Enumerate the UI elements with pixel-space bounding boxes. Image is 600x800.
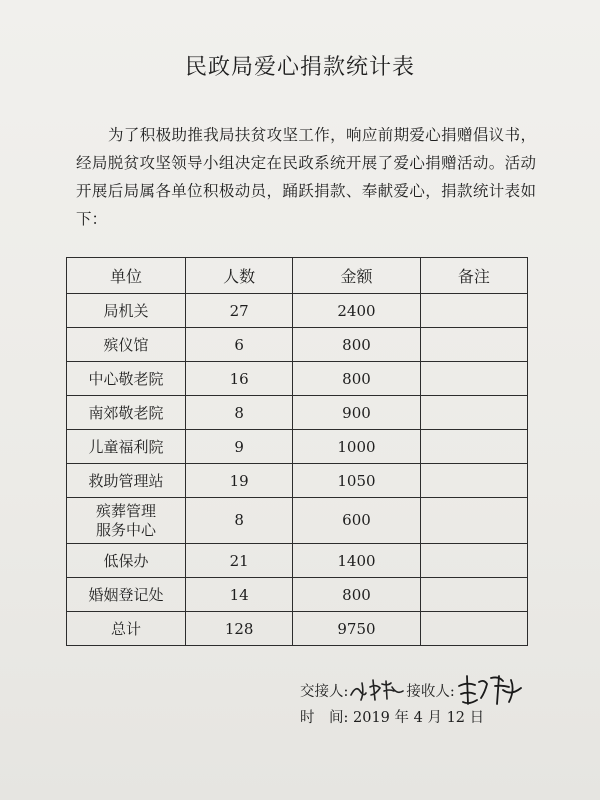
table-row	[67, 578, 528, 612]
cell-note	[420, 544, 527, 578]
header-note: 备注	[420, 258, 527, 294]
header-unit: 单位	[67, 258, 186, 294]
cell-amount: 1000	[293, 430, 420, 464]
cell-amount: 1050	[293, 464, 420, 498]
cell-unit: 殡葬管理 服务中心	[67, 498, 186, 544]
date-value: 2019 年 4 月 12 日	[353, 710, 485, 726]
cell-amount: 600	[293, 498, 420, 544]
cell-count: 19	[186, 464, 293, 498]
cell-amount: 800	[293, 578, 420, 612]
intro-paragraph: 为了积极助推我局扶贫攻坚工作，响应前期爱心捐赠倡议书，经局脱贫攻坚领导小组决定在民政系统开展了爱心捐赠活动。活动开展后局属各单位积极动员，踊跃捐款、奉献爱心，捐款统计表如下：	[76, 126, 536, 228]
cell-unit: 中心敬老院	[67, 362, 186, 396]
table-row	[67, 498, 528, 544]
donation-table	[66, 257, 528, 646]
document-title: 民政局爱心捐款统计表	[184, 55, 415, 80]
cell-note	[420, 464, 527, 498]
cell-count: 6	[186, 328, 293, 362]
cell-amount: 800	[293, 362, 420, 396]
table-row	[67, 328, 528, 362]
cell-note	[420, 396, 527, 430]
receiver-signature	[455, 672, 525, 708]
table-header-row	[67, 258, 528, 294]
handover-signature	[348, 675, 406, 705]
table-row	[67, 396, 528, 430]
cell-count: 16	[186, 362, 293, 396]
header-amount: 金额	[293, 258, 420, 294]
date-line	[300, 706, 484, 727]
cell-amount: 1400	[293, 544, 420, 578]
cell-amount: 900	[293, 396, 420, 430]
table-row	[67, 362, 528, 396]
date-label: 时 间:	[300, 710, 349, 726]
cell-note	[420, 328, 527, 362]
cell-note	[420, 578, 527, 612]
cell-note	[420, 362, 527, 396]
cell-unit: 南郊敬老院	[67, 396, 186, 430]
table-row	[67, 430, 528, 464]
cell-unit: 婚姻登记处	[67, 578, 186, 612]
cell-count: 27	[186, 294, 293, 328]
cell-amount: 800	[293, 328, 420, 362]
cell-unit: 救助管理站	[67, 464, 186, 498]
table-total-row	[67, 612, 528, 646]
cell-count: 21	[186, 544, 293, 578]
cell-note	[420, 430, 527, 464]
total-note	[420, 612, 527, 646]
cell-count: 14	[186, 578, 293, 612]
cell-note	[420, 498, 527, 544]
table-row	[67, 464, 528, 498]
header-count: 人数	[186, 258, 293, 294]
signature-line	[300, 672, 525, 708]
total-count: 128	[186, 612, 293, 646]
table-row	[67, 544, 528, 578]
total-amount: 9750	[293, 612, 420, 646]
cell-unit: 儿童福利院	[67, 430, 186, 464]
cell-count: 8	[186, 498, 293, 544]
cell-amount: 2400	[293, 294, 420, 328]
total-label: 总计	[67, 612, 186, 646]
handover-label: 交接人:	[300, 683, 349, 700]
cell-note	[420, 294, 527, 328]
cell-count: 9	[186, 430, 293, 464]
cell-unit: 低保办	[67, 544, 186, 578]
cell-unit: 殡仪馆	[67, 328, 186, 362]
cell-count: 8	[186, 396, 293, 430]
table-row	[67, 294, 528, 328]
cell-unit: 局机关	[67, 294, 186, 328]
receiver-label: 接收人:	[406, 683, 455, 700]
